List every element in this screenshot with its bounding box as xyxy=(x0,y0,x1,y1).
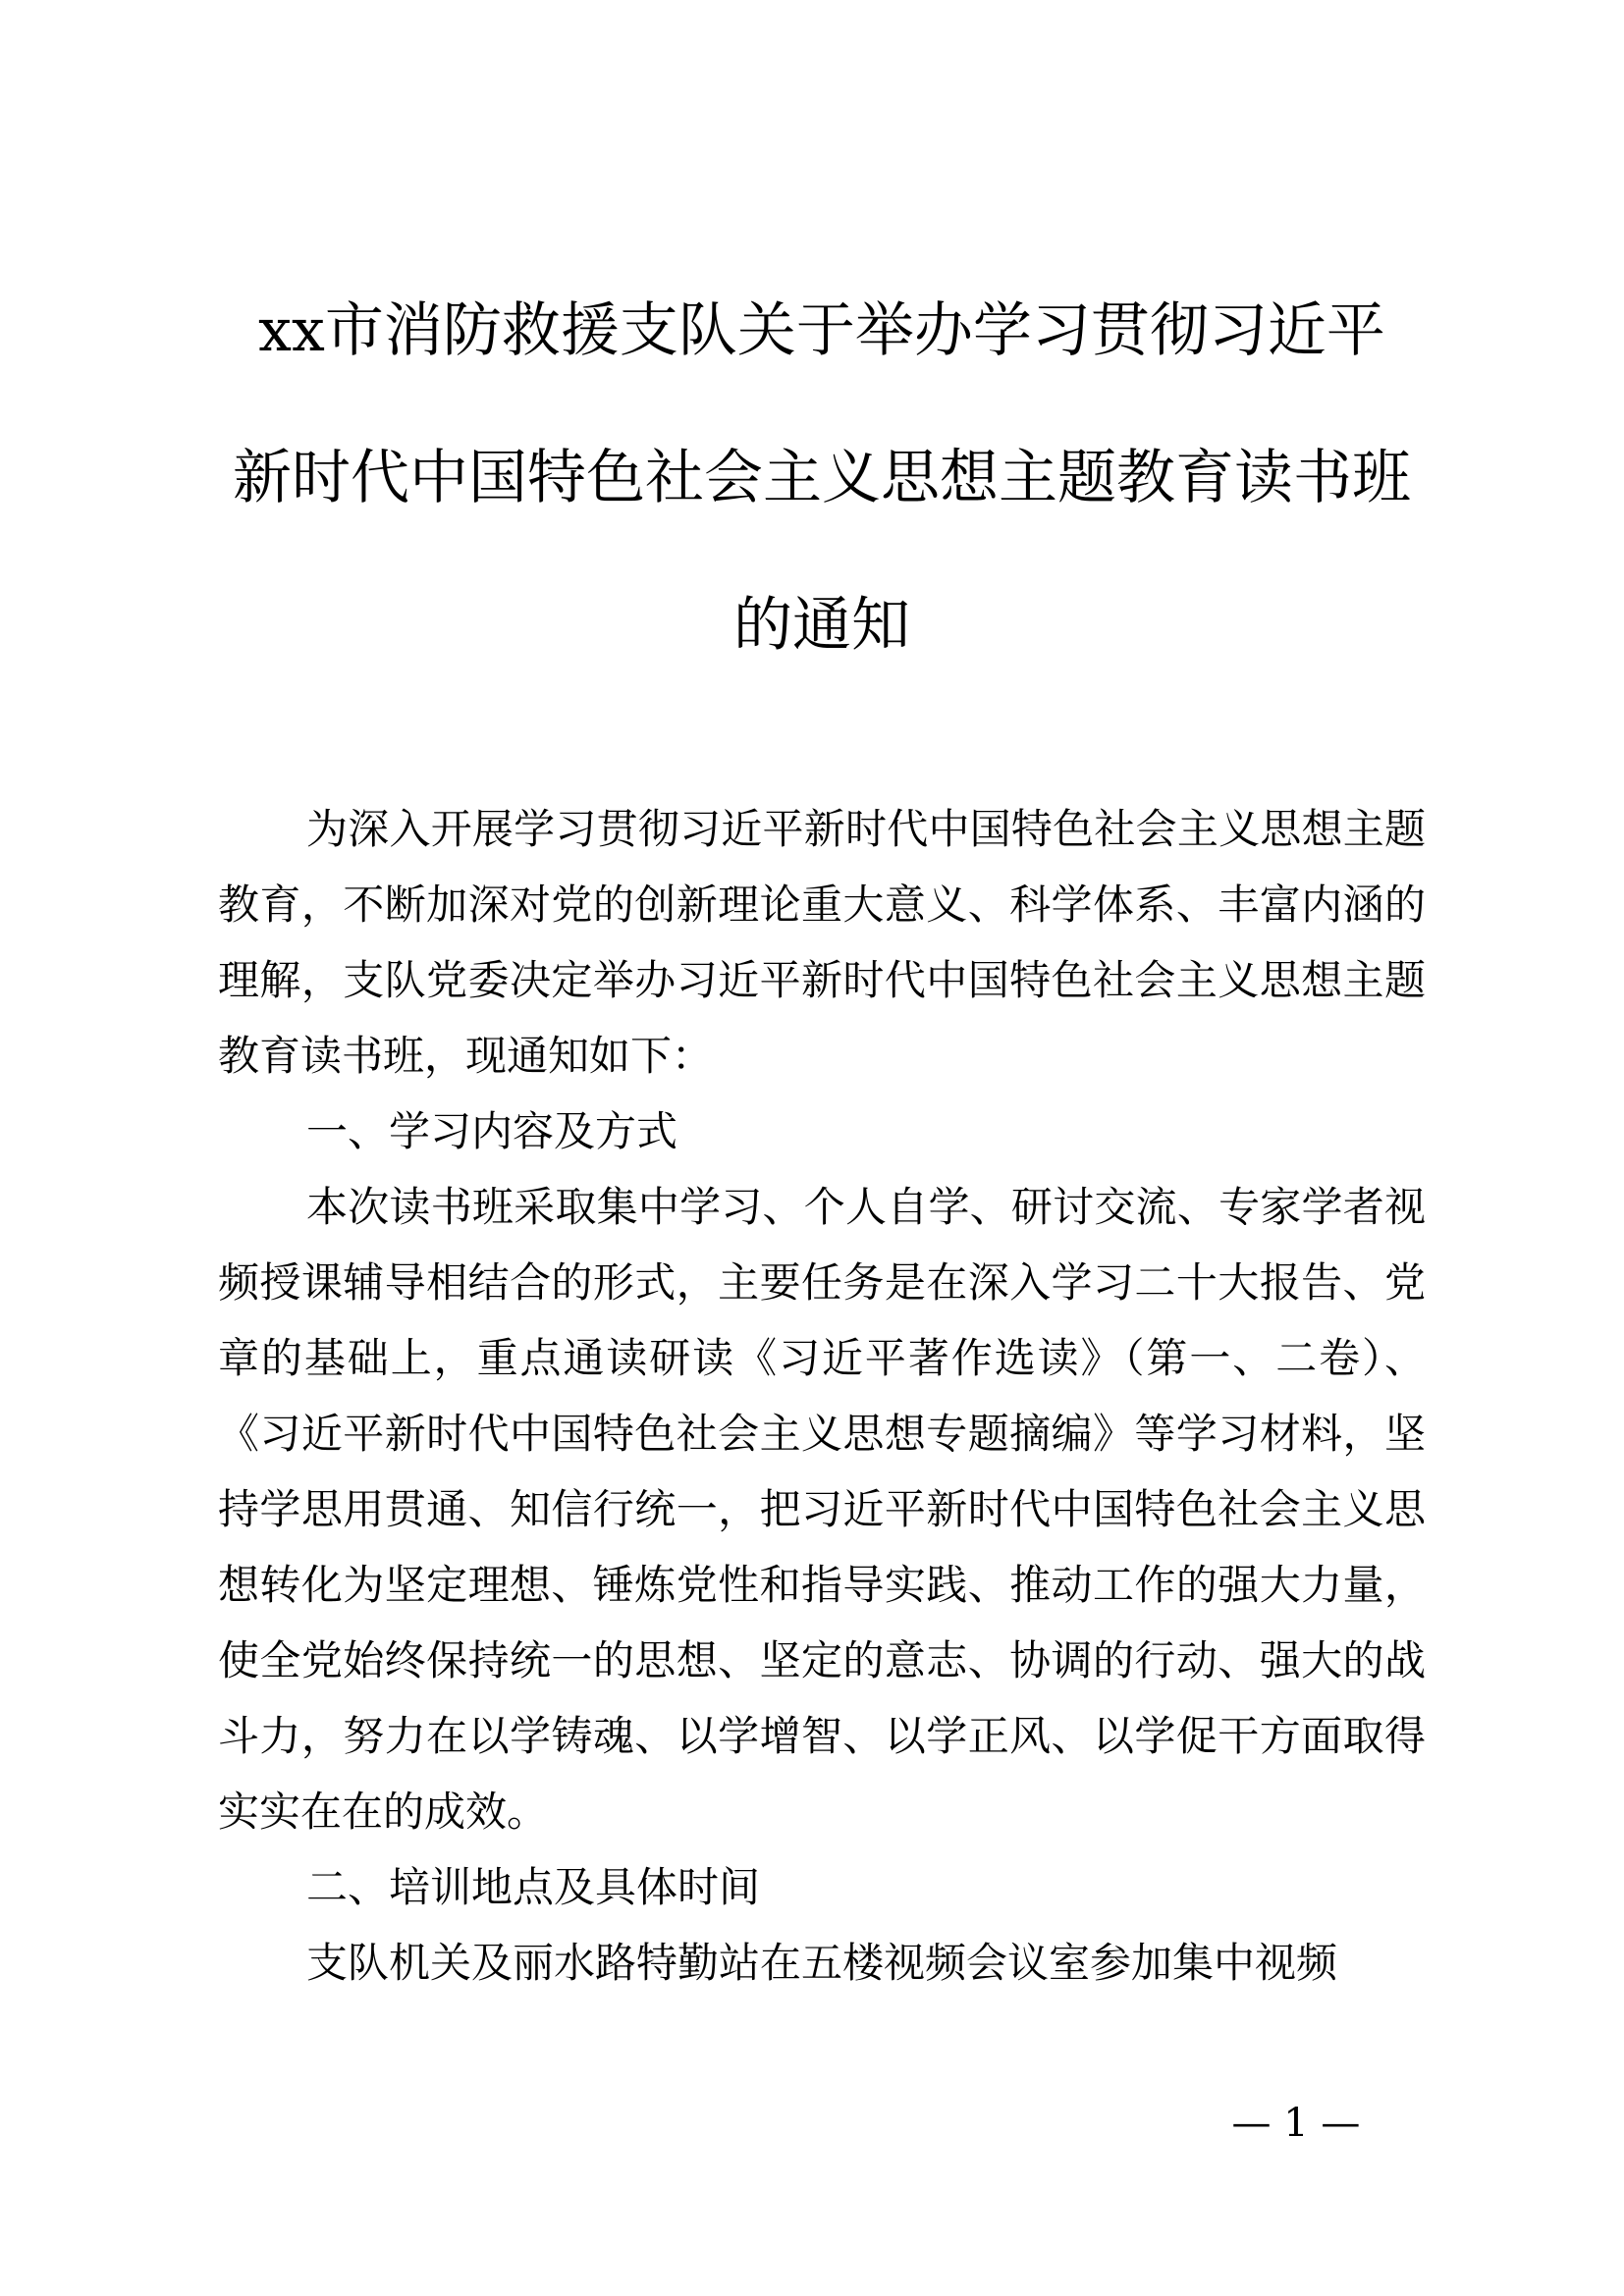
intro-paragraph: 为深入开展学习贯彻习近平新时代中国特色社会主义思想主题教育，不断加深对党的创新理论重大意义、科学体系、丰富内涵的理解，支队党委决定举办习近平新时代中国特色社会主义思想主题教育读书班，现通知如下： xyxy=(218,805,1426,1080)
title-prefix: xx xyxy=(258,296,325,365)
section-heading-2: 二、培训地点及具体时间 xyxy=(306,1863,761,1911)
section-heading-1: 一、学习内容及方式 xyxy=(306,1107,678,1155)
title-line-1-text: 市消防救援支队关于举办学习贯彻习近平 xyxy=(324,296,1385,365)
title-line-2: 新时代中国特色社会主义思想主题教育读书班 xyxy=(233,444,1411,512)
document-title xyxy=(218,257,1426,699)
section-1-paragraph: 本次读书班采取集中学习、个人自学、研讨交流、专家学者视频授课辅导相结合的形式，主要任务是在深入学习二十大报告、党章的基础上，重点通读研读《习近平著作选读》（第一、二卷）、《习近平新时代中国特色社会主义思想专题摘编》等学习材料，坚持学思用贯通、知信行统一，把习近平新时代中国特色社会主义思想转化为坚定理想、锤炼党性和指导实践、推动工作的强大力量，使全党始终保持统一的思想、坚定的意志、协调的行动、强大的战斗力，努力在以学铸魂、以学增智、以学正风、以学促干方面取得实实在在的成效。 xyxy=(218,1183,1426,1836)
page-number: — 1 — xyxy=(1231,2101,1361,2146)
section-2-paragraph: 支队机关及丽水路特勤站在五楼视频会议室参加集中视频 xyxy=(306,1939,1338,1987)
title-line-3: 的通知 xyxy=(733,591,910,660)
title-line-1 xyxy=(218,257,1426,404)
document-body xyxy=(218,791,1426,2001)
